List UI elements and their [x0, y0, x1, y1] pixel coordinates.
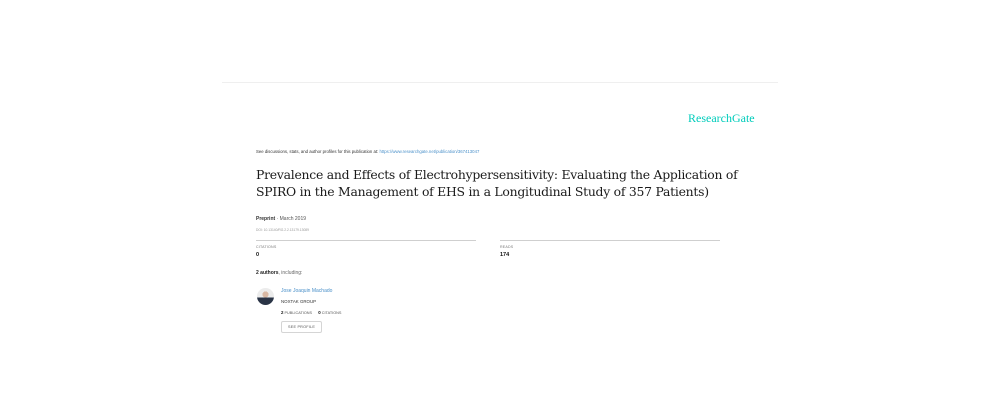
authors-heading [256, 270, 302, 276]
reads-value: 174 [500, 252, 510, 258]
authors-suffix: , including: [278, 270, 303, 276]
author-organization: NOXTAK GROUP [281, 299, 317, 304]
publication-date: · March 2019 [276, 216, 307, 222]
see-profile-button[interactable]: SEE PROFILE [281, 321, 322, 333]
publication-url-link[interactable]: https://www.researchgate.net/publication/367413047 [379, 149, 480, 154]
author-publications-count: 2 [281, 310, 284, 315]
author-avatar[interactable] [257, 288, 274, 305]
researchgate-logo[interactable]: ResearchGate [688, 111, 755, 125]
author-stats [281, 310, 341, 315]
publication-meta [256, 216, 306, 222]
publication-title: Prevalence and Effects of Electrohypersensitivity: Evaluating the Application of SPIRO in the Management of EHS in a Longitudinal Study of 357 Patients) [256, 167, 738, 199]
source-line [256, 149, 479, 154]
reads-stat [500, 240, 720, 258]
citations-stat [256, 240, 476, 258]
source-prefix: See discussions, stats, and author profiles for this publication at: [256, 149, 379, 154]
author-citations-label: CITATIONS [321, 311, 342, 315]
author-name-link[interactable]: Jose Joaquin Machado [281, 288, 333, 294]
top-divider [222, 82, 778, 83]
author-card [281, 288, 341, 333]
author-publications-label: PUBLICATIONS [284, 311, 313, 315]
citations-value: 0 [256, 252, 260, 258]
authors-count: 2 authors [256, 270, 279, 276]
reads-label: READS [500, 245, 514, 249]
author-citations-count: 0 [318, 310, 321, 315]
publication-doi: DOI: 10.13140/RG.2.2.13179.13089 [256, 228, 309, 232]
publication-type: Preprint [256, 216, 276, 222]
citations-label: CITATIONS [256, 245, 277, 249]
